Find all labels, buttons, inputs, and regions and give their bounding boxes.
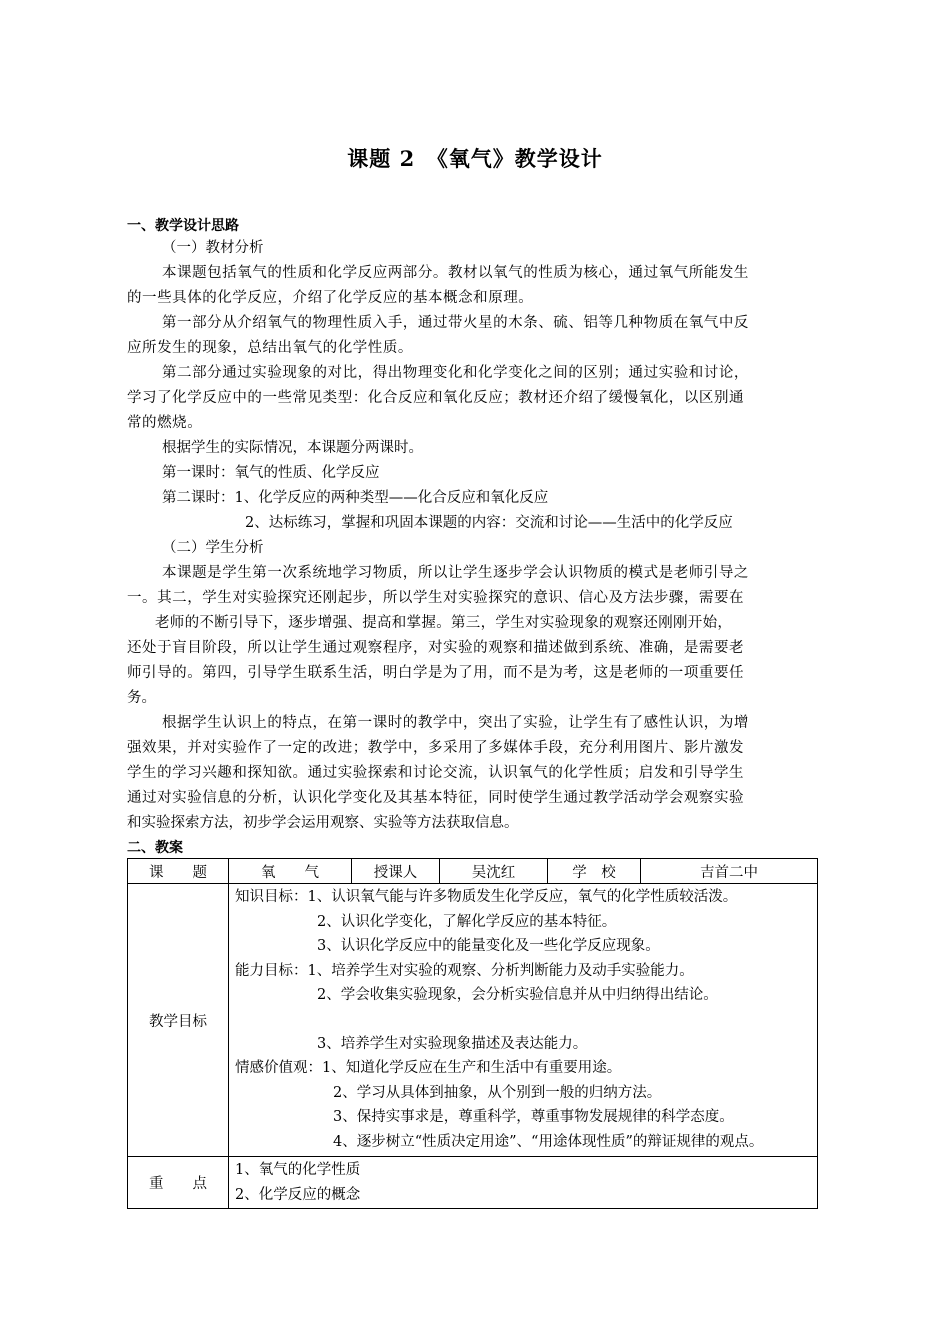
paragraph-line: 还处于盲目阶段，所以让学生通过观察程序，对实验的观察和描述做到系统、准确，是需要老 (127, 640, 745, 656)
paragraph-line: 师引导的。第四，引导学生联系生活，明白学是为了用，而不是为考，这是老师的一项重要任 (127, 665, 745, 681)
paragraph-line: 的一些具体的化学反应，介绍了化学反应的基本概念和原理。 (127, 290, 534, 306)
focus-label: 重 点 (128, 1157, 229, 1209)
goal-line: 4、逐步树立“性质决定用途”、“用途体现性质”的辩证规律的观点。 (333, 1133, 764, 1150)
header-cell: 课 题 (128, 859, 229, 884)
paragraph-line: 通过对实验信息的分析，认识化学变化及其基本特征，同时使学生通过教学活动学会观察实验 (127, 790, 745, 806)
focus-line: 2、化学反应的概念 (235, 1186, 361, 1203)
table-row-goals (128, 884, 818, 1157)
paragraph-line: 学习了化学反应中的一些常见类型：化合反应和氧化反应；教材还介绍了缓慢氧化，以区别通 (127, 390, 745, 406)
paragraph-line: 第一课时：氧气的性质、化学反应 (162, 465, 380, 481)
focus-content (229, 1157, 818, 1209)
paragraph-line: 本课题是学生第一次系统地学习物质，所以让学生逐步学会认识物质的模式是老师引导之 (162, 565, 749, 581)
paragraph-line: 第二课时：1、化学反应的两种类型——化合反应和氧化反应 (162, 490, 549, 506)
goal-line: 知识目标：1、认识氧气能与许多物质发生化学反应，氧气的化学性质较活泼。 (235, 889, 738, 905)
goal-line: 2、学习从具体到抽象，从个别到一般的归纳方法。 (333, 1084, 662, 1101)
paragraph-line: 根据学生的实际情况，本课题分两课时。 (162, 440, 423, 456)
paragraph-line: 2、达标练习，掌握和巩固本课题的内容：交流和讨论——生活中的化学反应 (245, 515, 733, 531)
goal-line: 3、保持实事求是，尊重科学，尊重事物发展规律的科学态度。 (333, 1109, 734, 1125)
goals-label: 教学目标 (128, 884, 229, 1157)
paragraph-line: 本课题包括氧气的性质和化学反应两部分。教材以氧气的性质为核心，通过氧气所能发生 (162, 265, 749, 281)
goal-line: 2、学会收集实验现象，会分析实验信息并从中归纳得出结论。 (317, 987, 718, 1003)
blank-line (235, 1008, 811, 1032)
paragraph-line: 和实验探索方法，初步学会运用观察、实验等方法获取信息。 (127, 815, 519, 831)
goal-line: 3、培养学生对实验现象描述及表达能力。 (317, 1035, 588, 1052)
paragraph-line: 务。 (127, 690, 156, 706)
header-cell: 氧 气 (229, 859, 352, 884)
goal-line: 能力目标：1、培养学生对实验的观察、分析判断能力及动手实验能力。 (235, 962, 694, 979)
goal-line: 3、认识化学反应中的能量变化及一些化学反应现象。 (317, 938, 660, 954)
document-title: 课题 2 《氧气》教学设计 (347, 146, 603, 171)
paragraph-line: 应所发生的现象，总结出氧气的化学性质。 (127, 340, 413, 356)
paragraph-line: 第一部分从介绍氧气的物理性质入手，通过带火星的木条、硫、铝等几种物质在氧气中反 (162, 315, 749, 331)
goal-line: 情感价值观：1、知道化学反应在生产和生活中有重要用途。 (235, 1060, 622, 1076)
paragraph-line: 第二部分通过实验现象的对比，得出物理变化和化学变化之间的区别；通过实验和讨论， (162, 365, 749, 381)
header-cell: 吉首二中 (641, 859, 818, 884)
paragraph-line: 老师的不断引导下，逐步增强、提高和掌握。第三，学生对实验现象的观察还刚刚开始， (155, 615, 733, 631)
header-cell: 吴沈红 (440, 859, 548, 884)
header-cell: 学 校 (548, 859, 641, 884)
focus-line: 1、氧气的化学性质 (235, 1162, 361, 1178)
table-header-row (128, 859, 818, 884)
subheading-student-analysis: （二）学生分析 (162, 540, 264, 556)
paragraph-line: 强效果，并对实验作了一定的改进；教学中，多采用了多媒体手段，充分利用图片、影片激发 (127, 740, 745, 756)
goals-content (229, 884, 818, 1157)
lesson-plan-table (127, 858, 818, 1209)
goal-line: 2、认识化学变化，了解化学反应的基本特征。 (317, 913, 617, 930)
section-heading-lesson-plan: 二、教案 (127, 840, 183, 856)
paragraph-line: 常的燃烧。 (127, 415, 203, 431)
paragraph-line: 根据学生认识上的特点，在第一课时的教学中，突出了实验，让学生有了感性认识，为增 (162, 715, 749, 731)
subheading-material-analysis: （一）教材分析 (162, 240, 264, 256)
table-row-focus (128, 1157, 818, 1209)
section-heading-design-idea: 一、教学设计思路 (127, 218, 239, 234)
paragraph-line: 学生的学习兴趣和探知欲。通过实验探索和讨论交流，认识氧气的化学性质；启发和引导学生 (127, 765, 745, 781)
paragraph-line: 一。其二，学生对实验探究还刚起步，所以学生对实验探究的意识、信心及方法步骤，需要在 (127, 590, 745, 606)
header-cell: 授课人 (352, 859, 440, 884)
